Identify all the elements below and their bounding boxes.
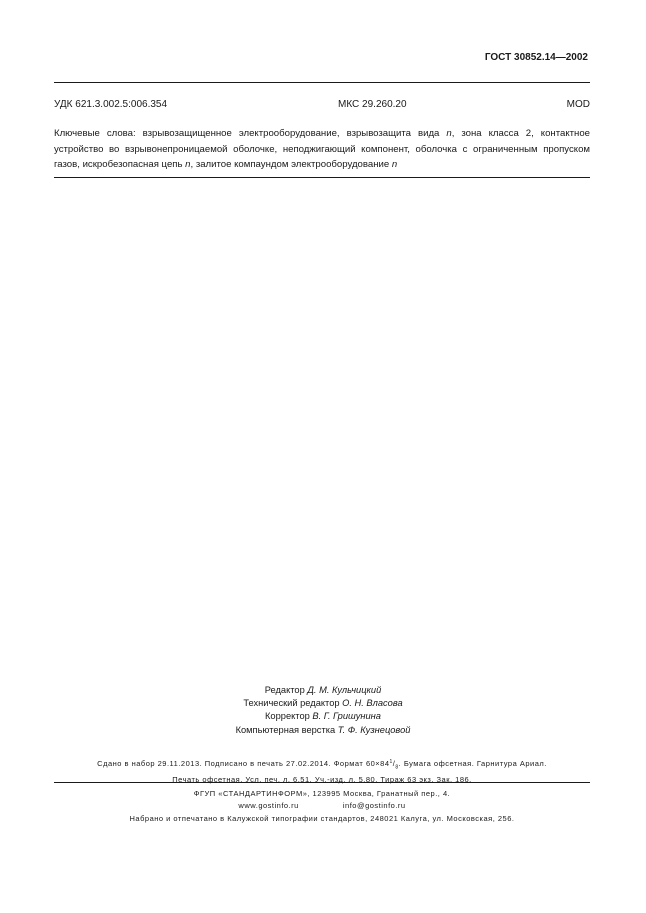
imprint-divider <box>54 782 590 783</box>
staff-layout <box>0 724 646 737</box>
editor-name: Д. М. Кульчицкий <box>307 685 382 695</box>
corrector-name: В. Г. Гришунина <box>312 711 381 722</box>
imprint-line-2: Печать офсетная. Усл. печ. л. 6,51. Уч.-изд. л. 5,80. Тираж 63 экз. Зак. 186. <box>172 775 472 785</box>
tech-editor-role: Технический редактор <box>243 698 343 709</box>
editor-role: Редактор <box>264 685 308 695</box>
publisher-contacts <box>54 800 590 812</box>
layout-role: Компьютерная верстка <box>235 724 338 735</box>
publisher-info <box>54 788 590 825</box>
staff-corrector <box>0 710 646 723</box>
keywords-divider <box>54 177 590 178</box>
udk-code: УДК 621.3.002.5:006.354 <box>54 99 168 110</box>
publisher-line-3: Набрано и отпечатано в Калужской типографии стандартов, 248021 Калуга, ул. Московская, 256. <box>129 813 515 823</box>
imprint-line-1 <box>54 756 590 774</box>
publisher-line-1: ФГУП «СТАНДАРТИНФОРМ», 123995 Москва, Гранатный пер., 4. <box>193 789 451 798</box>
keywords-paragraph <box>54 126 590 173</box>
keywords-italic-n-2: n <box>185 159 191 170</box>
corrector-role: Корректор <box>265 711 313 722</box>
imprint-line-1-a: Сдано в набор 29.11.2013. Подписано в печать 27.02.2014. Формат 60×84 <box>97 759 390 768</box>
publisher-email: info@gostinfo.ru <box>342 801 406 811</box>
keywords-text-3: , залитое компаундом электрооборудование <box>190 159 392 170</box>
mks-code: МКС 29.260.20 <box>338 99 407 110</box>
keywords-italic-n-1: n <box>446 128 452 139</box>
format-slash: / <box>392 759 396 768</box>
keywords-text-1: Ключевые слова: взрывозащищенное электрооборудование, взрывозащита вида <box>54 128 447 139</box>
layout-name: Т. Ф. Кузнецовой <box>337 724 411 735</box>
modification-mark: MOD <box>566 99 590 110</box>
document-code: ГОСТ 30852.14—2002 <box>484 52 588 63</box>
staff-tech-editor <box>0 697 646 710</box>
publisher-website: www.gostinfo.ru <box>238 801 299 811</box>
staff-editor <box>0 684 646 697</box>
keywords-text-2: , зона класса 2, контактное устройство во взрывонепроницаемой оболочке, неподжигающий компонент, оболочка с ограниченным пропуском газов, искробезопасная цепь <box>54 128 590 170</box>
format-subscript: 8 <box>395 764 399 771</box>
tech-editor-name: О. Н. Власова <box>342 698 403 709</box>
imprint-line-1-c: . Бумага офсетная. Гарнитура Ариал. <box>398 759 547 768</box>
top-divider <box>54 82 590 83</box>
keywords-italic-n-3: n <box>391 159 398 170</box>
format-superscript: 1 <box>389 759 393 765</box>
editorial-staff <box>0 684 646 737</box>
